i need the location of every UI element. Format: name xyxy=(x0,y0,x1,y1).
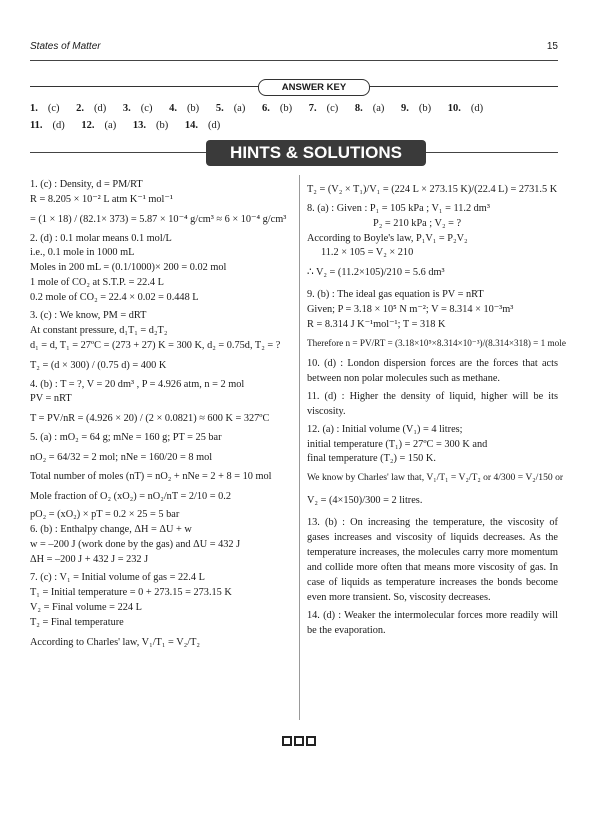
solution-line: PV = nRT xyxy=(30,393,72,405)
header-rule xyxy=(30,60,558,61)
answer-row-1: 1. (c) 2. (d) 3. (c) 4. (b) 5. (a) 6. (b) 7. (c) 8. (a) 9. (b) 10. (d) xyxy=(30,103,484,114)
right-column xyxy=(307,178,566,639)
solution-line: T₂ = (V₂ × T₁)/V₁ = (224 L × 273.15 K)/(22.4 L) = 2731.5 K xyxy=(307,184,558,195)
solution-line: initial temperature (T₁) = 27ºC = 300 K and xyxy=(307,438,488,450)
answer-row-2: 11. (d) 12. (a) 13. (b) 14. (d) xyxy=(30,120,221,131)
solution-line: d₁ = d, T₁ = 27ºC = (273 + 27) K = 300 K, d₂ = 0.75d, T₂ = ? xyxy=(30,339,281,351)
solution-paragraph: 14. (d) : Weaker the intermolecular forces more readily will be the evaporation. xyxy=(307,609,558,636)
solution-line: 1 mole of CO₂ at S.T.P. = 22.4 L xyxy=(30,277,164,289)
solution-line: 9. (b) : The ideal gas equation is PV = nRT xyxy=(307,289,484,301)
solution-line: 11.2 × 105 = V₂ × 210 xyxy=(321,247,414,259)
solution-line: At constant pressure, d₁T₁ = d₂T₂ xyxy=(30,325,168,337)
solution-line: 8. (a) : Given : P₁ = 105 kPa ; V₁ = 11.2 dm³ xyxy=(307,202,490,214)
solution-line: Total number of moles (nT) = nO₂ + nNe = 2 + 8 = 10 mol xyxy=(30,470,272,482)
section-banner xyxy=(30,140,558,166)
solution-line: Mole fraction of O₂ (xO₂) = nO₂/nT = 2/10 = 0.2 xyxy=(30,490,232,502)
solution-line: P₂ = 210 kPa ; V₂ = ? xyxy=(373,217,462,229)
answer-key-banner xyxy=(30,79,558,93)
solution-line: T₂ = Final temperature xyxy=(30,616,124,628)
solution-line: R = 8.314 J K⁻¹mol⁻¹; T = 318 K xyxy=(307,318,446,330)
solution-line: i.e., 0.1 mole in 1000 mL xyxy=(30,247,135,259)
solution-line: 1. (c) : Density, d = PM/RT xyxy=(30,179,143,190)
solution-line: = (1 × 18) / (82.1× 373) = 5.87 × 10⁻⁴ g/cm³ ≈ 6 × 10⁻⁴ g/cm³ xyxy=(30,213,287,225)
solution-line: Moles in 200 mL = (0.1/1000)× 200 = 0.02 mol xyxy=(30,262,227,274)
solution-line: According to Boyle's law, P₁V₁ = P₂V₂ xyxy=(307,232,468,244)
solution-line: T₂ = (d × 300) / (0.75 d) = 400 K xyxy=(30,359,167,371)
solution-line: 3. (c) : We know, PM = dRT xyxy=(30,310,147,322)
solution-line: 4. (b) : T = ?, V = 20 dm³ , P = 4.926 atm, n = 2 mol xyxy=(30,378,245,390)
solution-line: ΔH = –200 J + 432 J = 232 J xyxy=(30,554,149,566)
column-divider xyxy=(299,175,300,720)
solution-line: R = 8.205 × 10⁻² L atm K⁻¹ mol⁻¹ xyxy=(30,193,173,205)
solution-line: 6. (b) : Enthalpy change, ΔH = ΔU + w xyxy=(30,524,192,536)
solution-line: ∴ V₂ = (11.2×105)/210 = 5.6 dm³ xyxy=(307,267,445,279)
solution-paragraph: 13. (b) : On increasing the temperature, the viscosity of gases increases and viscosity of liquids decreases. As the temperature increases, the molecules carry more momentum and collide more often that means more viscosity of gas. In case of liquids as temperature increases the bonds become even more transient. So, viscosity decreases. xyxy=(307,517,558,603)
end-of-section-icon xyxy=(282,736,318,752)
chapter-title: States of Matter xyxy=(30,41,101,52)
solution-line: 0.2 mole of CO₂ = 22.4 × 0.02 = 0.448 L xyxy=(30,292,199,304)
solution-line: pO₂ = (xO₂) × pT = 0.2 × 25 = 5 bar xyxy=(30,509,180,521)
solution-line: T = PV/nR = (4.926 × 20) / (2 × 0.0821) ≈ 600 K = 327ºC xyxy=(30,413,270,425)
solution-line: Given; P = 3.18 × 10⁵ N m⁻²; V = 8.314 × 10⁻³m³ xyxy=(307,303,514,315)
solution-line: We know by Charles' law that, V₁/T₁ = V₂/T₂ or 4/300 = V₂/150 or xyxy=(307,472,564,484)
solution-line: 12. (a) : Initial volume (V₁) = 4 litres; xyxy=(307,423,463,435)
solution-line: nO₂ = 64/32 = 2 mol; nNe = 160/20 = 8 mol xyxy=(30,452,213,463)
solution-line: T₁ = Initial temperature = 0 + 273.15 = 273.15 K xyxy=(30,586,232,598)
solution-line: Therefore n = PV/RT = (3.18×10⁵×8.314×10⁻³)/(8.314×318) = 1 mole xyxy=(307,337,566,348)
solution-line: 5. (a) : mO₂ = 64 g; mNe = 160 g; PT = 25 bar xyxy=(30,432,222,444)
solution-paragraph: 11. (d) : Higher the density of liquid, higher will be its viscosity. xyxy=(307,390,558,417)
solution-line: w = –200 J (work done by the gas) and ΔU = 432 J xyxy=(30,539,241,551)
solution-line: V₂ = Final volume = 224 L xyxy=(30,601,142,613)
solution-line: 7. (c) : V₁ = Initial volume of gas = 22.4 L xyxy=(30,571,205,583)
section-title: HINTS & SOLUTIONS xyxy=(206,140,426,166)
solution-line: final temperature (T₂) = 150 K. xyxy=(307,453,436,465)
solution-line: 2. (d) : 0.1 molar means 0.1 mol/L xyxy=(30,232,172,244)
solution-line: According to Charles' law, V₁/T₁ = V₂/T₂ xyxy=(30,636,200,648)
page-number: 15 xyxy=(546,41,558,52)
solution-line: V₂ = (4×150)/300 = 2 litres. xyxy=(307,495,423,507)
left-column xyxy=(30,178,292,654)
answer-key-label: ANSWER KEY xyxy=(258,79,370,96)
solution-paragraph: 10. (d) : London dispersion forces are the forces that acts between non polar molecules such as methane. xyxy=(307,357,558,384)
